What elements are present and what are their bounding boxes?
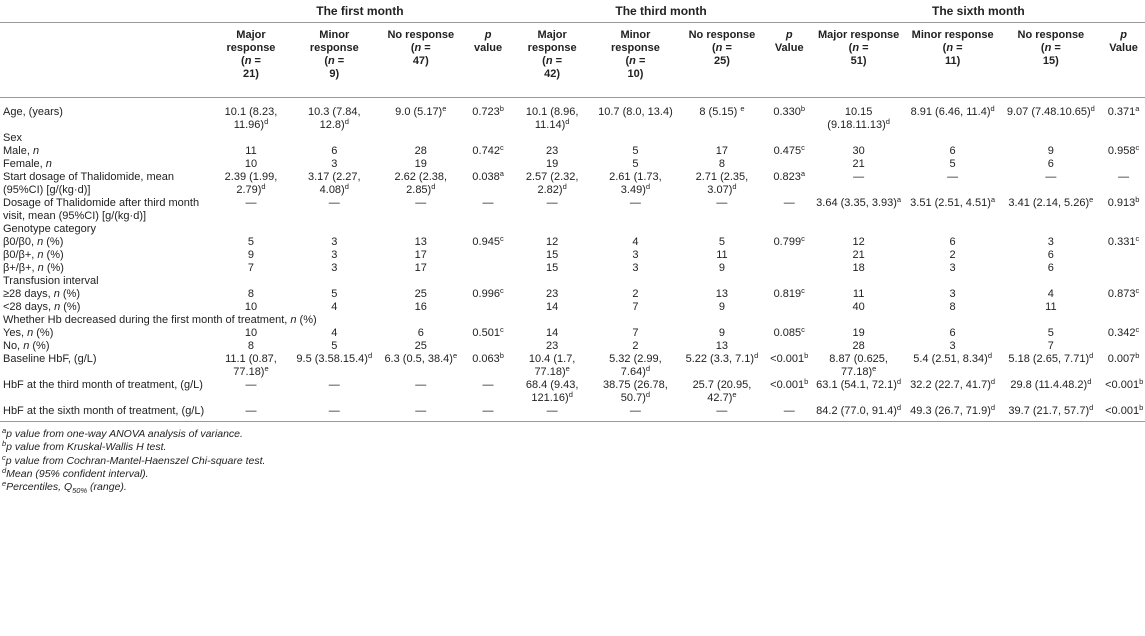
table-cell: 30 [852, 145, 865, 157]
table-cell: 6 [417, 327, 424, 339]
table-cell: 11 [716, 249, 728, 261]
table-cell: — [510, 405, 593, 422]
table-cell: 0.996$^c$ [472, 286, 504, 300]
table-cell: 8.87 (0.625, 77.18)$^e$ [829, 353, 888, 378]
table-cell: 9 [1047, 145, 1054, 157]
table-cell: 10.15 $(9.18.11.13)^d$ [827, 106, 890, 131]
table-cell: 23 [546, 145, 559, 157]
row-sex-heading [0, 132, 1145, 145]
table-cell: 4 [331, 301, 338, 313]
table-cell: 3 [632, 249, 639, 261]
row-label: Male, n [3, 145, 40, 157]
table-cell: 3 [949, 288, 956, 300]
footnotes [0, 428, 1145, 494]
table-cell: 5 [632, 145, 639, 157]
table-cell: 5 [1047, 327, 1054, 339]
col-m1-major: Major response (n = 21) [209, 23, 292, 98]
table-cell: 10 [244, 327, 258, 339]
table-cell: 3 [331, 158, 338, 170]
table-cell: 11 [852, 288, 865, 300]
table-cell: 8 [247, 288, 255, 300]
table-cell: 10.1 (8.96, 11.14)$^d$ [525, 106, 579, 131]
row-label: Start dosage of Thalidomide, mean (95%CI) [g/(kg·d)] [3, 171, 175, 196]
table-cell: — [376, 405, 466, 422]
footnote: $^c$p value from Cochran-Mantel-Haenszel Chi-square test. [2, 452, 266, 467]
table-cell [1102, 158, 1145, 171]
table-cell: 23 [546, 288, 559, 300]
row-hb-decreased-heading [0, 314, 1145, 327]
table-cell: 13 [715, 340, 729, 352]
table-cell: 0.945$^c$ [472, 234, 504, 248]
table-cell: 5.4 (2.51, 8.34)$^d$ [913, 351, 992, 365]
row-dosage-after-third-month [0, 197, 1145, 223]
table-cell: 38.75 (26.78, 50.7)$^d$ [603, 379, 668, 404]
table-cell: 0.331$^c$ [1107, 234, 1140, 248]
col-m1-minor: Minor response (n = 9) [293, 23, 376, 98]
col-m6-major: Major response (n = 51) [812, 23, 906, 98]
row-label: β+/β+, n (%) [3, 262, 64, 274]
table-cell: 0.342$^c$ [1107, 325, 1140, 339]
row-label: HbF at the third month of treatment, (g/L) [3, 379, 203, 391]
table-cell: 2 [632, 288, 639, 300]
table-cell: 4 [1047, 288, 1054, 300]
footnote: $^b$p value from Kruskal-Wallis H test. [2, 439, 167, 454]
col-m3-none: No response (n = 25) [677, 23, 767, 98]
table-cell [767, 249, 812, 262]
table-cell: 6 [1047, 262, 1054, 274]
table-cell: 9.07 $(7.48.10.65)^d$ [1006, 104, 1095, 118]
row-ge28-days [0, 288, 1145, 301]
table-cell: 7 [1047, 340, 1054, 352]
table-cell: 14 [546, 327, 559, 339]
table-cell: 3 [632, 262, 639, 274]
table-cell: <0.001$^b$ [770, 351, 809, 365]
table-cell: 63.1 (54.1, 72.1)$^d$ [816, 377, 902, 391]
table-cell: 7 [632, 301, 639, 313]
table-cell [1102, 249, 1145, 262]
table-cell: 17 [414, 249, 427, 261]
table-cell: 0.007$^b$ [1107, 351, 1140, 365]
table-cell: — [767, 405, 812, 422]
table-cell: 3.64 (3.35, 3.93)$^a$ [816, 195, 902, 209]
table-cell: — [328, 197, 340, 209]
table-cell: 5.18 (2.65, 7.71)$^d$ [1008, 351, 1094, 365]
table-body [0, 98, 1145, 422]
table-cell: — [677, 405, 767, 422]
table-cell: 17 [414, 262, 427, 274]
table-cell: 0.038$^a$ [472, 169, 504, 183]
table-cell: 3 [949, 340, 956, 352]
table-cell: 2.39 (1.99, 2.79)$^d$ [224, 171, 278, 196]
table-cell: 15 [546, 249, 559, 261]
table-cell: <0.001$^b$ [770, 377, 809, 391]
table-cell: 8 (5.15) $^e$ [699, 104, 745, 118]
table-cell: 10.1 (8.23, 11.96)$^d$ [224, 106, 278, 131]
row-male [0, 145, 1145, 158]
table-cell: 5.32 (2.99, 7.64)$^d$ [609, 353, 662, 378]
table-cell: 10.7 (8.0, 13.4) [598, 106, 673, 118]
table-cell: 12 [546, 236, 559, 248]
table-cell: — [482, 379, 494, 391]
row-label: β0/β0, n (%) [3, 236, 64, 248]
col-m3-p: p Value [767, 23, 812, 98]
table-cell: 3 [331, 249, 338, 261]
table-cell: 32.2 (22.7, 41.7)$^d$ [910, 377, 996, 391]
table-cell: 10 [244, 158, 258, 170]
table-cell: 49.3 (26.7, 71.9)$^d$ [906, 405, 1000, 422]
table-cell: — [415, 197, 427, 209]
table-cell: 12 [852, 236, 865, 248]
table-cell: 25 [414, 288, 427, 300]
table-cell: 0.913$^b$ [1107, 195, 1140, 209]
row-b0-bplus [0, 249, 1145, 262]
table-cell: 0.819$^c$ [773, 286, 805, 300]
table-cell: 9.5 $(3.58.15.4)^d$ [296, 351, 373, 365]
table-cell: 13 [715, 288, 729, 300]
table-cell: 23 [546, 340, 559, 352]
group-third-month: The third month [510, 0, 811, 23]
column-header-row [0, 23, 1145, 98]
table-cell: 3 [331, 262, 338, 274]
table-cell: 7 [247, 262, 255, 274]
row-label: β0/β+, n (%) [3, 249, 64, 261]
table-cell: 5.22 (3.3, 7.1)$^d$ [685, 351, 759, 365]
table-cell: 0.330$^b$ [773, 104, 806, 118]
group-first-month: The first month [209, 0, 510, 23]
table-cell [466, 249, 511, 262]
table-cell: — [716, 197, 728, 209]
table-cell: 3 [1047, 236, 1054, 248]
table-cell: 7 [632, 327, 639, 339]
table-cell: 4 [331, 327, 338, 339]
table-cell: 6 [949, 236, 956, 248]
table-cell: 9.0 $(5.17)^e$ [395, 104, 447, 118]
row-female [0, 158, 1145, 171]
row-hbf-third-month [0, 379, 1145, 405]
table-cell: 0.501$^c$ [472, 325, 504, 339]
table-cell: 39.7 (21.7, 57.7)$^d$ [1000, 405, 1103, 422]
table-cell: — [594, 405, 677, 422]
table-cell: 11 [1045, 301, 1057, 313]
col-m1-none: No response (n = 47) [376, 23, 466, 98]
row-age [0, 98, 1145, 133]
table-cell: 3.17 (2.27, 4.08)$^d$ [307, 171, 361, 196]
table-cell [466, 262, 511, 275]
table-cell: 5 [331, 340, 338, 352]
group-sixth-month: The sixth month [812, 0, 1145, 23]
table-cell: 16 [414, 301, 427, 313]
table-cell: — [245, 197, 257, 209]
table-cell: 8 [247, 340, 255, 352]
table-cell: 2.62 (2.38, 2.85)$^d$ [394, 171, 448, 196]
table-cell: 10.3 (7.84, 12.8)$^d$ [307, 106, 361, 131]
table-cell: 3.51 (2.51, 4.51)$^a$ [910, 195, 996, 209]
table-cell: 28 [414, 145, 427, 157]
table-cell: — [245, 379, 257, 391]
table-cell: 17 [715, 145, 729, 157]
row-label: Dosage of Thalidomide after third month visit, mean (95%CI) [g/(kg·d)] [3, 197, 200, 222]
table-cell: 0.873$^c$ [1107, 286, 1140, 300]
table-cell: 8 [718, 158, 725, 170]
row-baseline-hbf [0, 353, 1145, 379]
row-yes [0, 327, 1145, 340]
table-cell: 10 [244, 301, 258, 313]
row-lt28-days [0, 301, 1145, 314]
table-cell: 8.91 (6.46, 11.4)$^d$ [910, 104, 995, 118]
table-cell: 0.371$^a$ [1107, 104, 1140, 118]
table-cell: — [629, 197, 641, 209]
table-cell: 28 [852, 340, 865, 352]
table-cell: 5 [718, 236, 725, 248]
table-cell: 2.57 (2.32, 2.82)$^d$ [525, 171, 579, 196]
table-cell: 2.71 (2.35, 3.07)$^d$ [695, 171, 749, 196]
row-no [0, 340, 1145, 353]
table-cell: — [853, 171, 865, 183]
table-cell: 13 [414, 236, 427, 248]
table-cell: 9 [247, 249, 255, 261]
table-cell: 9 [718, 301, 725, 313]
table-cell: 3 [331, 236, 338, 248]
table-cell: 0.958$^c$ [1107, 143, 1140, 157]
table-cell: 0.742$^c$ [472, 143, 504, 157]
table-cell: 21 [852, 249, 865, 261]
table-cell [767, 262, 812, 275]
col-m3-major: Major response (n = 42) [510, 23, 593, 98]
table-cell: 5 [949, 158, 956, 170]
table-cell: 14 [546, 301, 559, 313]
table-cell: 0.823$^a$ [773, 169, 806, 183]
table-cell: 0.475$^c$ [773, 143, 805, 157]
row-label: Transfusion interval [3, 275, 99, 287]
row-label: <28 days, n (%) [3, 301, 81, 313]
col-m6-minor: Minor response (n = 11) [906, 23, 1000, 98]
table-cell: 25 [414, 340, 427, 352]
table-cell: 0.063$^b$ [472, 351, 504, 365]
table-cell: 6 [949, 145, 956, 157]
table-cell: 0.723$^b$ [472, 104, 504, 118]
table-cell: — [783, 197, 795, 209]
table-cell: 29.8 $(11.4.48.2)^d$ [1010, 377, 1092, 391]
row-label: Baseline HbF, (g/L) [3, 353, 97, 365]
table-cell: 5 [247, 236, 255, 248]
row-b0-b0 [0, 236, 1145, 249]
row-bplus-bplus [0, 262, 1145, 275]
table-cell: 19 [414, 158, 427, 170]
table-cell: <0.001$^b$ [1105, 377, 1144, 391]
table-cell: — [466, 405, 511, 422]
table-cell: — [328, 379, 340, 391]
table-cell: 11 [245, 145, 257, 157]
col-m3-minor: Minor response (n = 10) [594, 23, 677, 98]
table-cell: 40 [852, 301, 865, 313]
table-cell: 19 [546, 158, 559, 170]
table-cell: — [1118, 171, 1130, 183]
table-cell: 84.2 (77.0, 91.4)$^d$ [812, 405, 906, 422]
col-m1-p: p value [466, 23, 511, 98]
table-cell: 3.41 (2.14, 5.26)$^e$ [1008, 195, 1094, 209]
row-label: No, n (%) [3, 340, 50, 352]
table-cell: — [209, 405, 292, 422]
row-start-dosage [0, 171, 1145, 197]
row-label: Yes, n (%) [3, 327, 54, 339]
table-cell: — [947, 171, 959, 183]
row-label: Whether Hb decreased during the first month of treatment, n (%) [3, 314, 317, 326]
table-cell [767, 301, 812, 314]
table-cell: 68.4 (9.43, 121.16)$^d$ [525, 379, 579, 404]
table-cell: 25.7 (20.95, 42.7)$^e$ [692, 379, 752, 404]
table-cell: 6 [949, 327, 956, 339]
row-label: Sex [3, 132, 22, 144]
table-cell [1102, 262, 1145, 275]
col-m6-none: No response (n = 15) [1000, 23, 1103, 98]
footnote: $^d$Mean (95% confident interval). [2, 465, 149, 480]
table-cell: — [1045, 171, 1057, 183]
table-cell: 11.1 (0.87, 77.18)$^e$ [225, 353, 277, 378]
table-cell: 18 [852, 262, 865, 274]
table-cell: — [482, 197, 494, 209]
table-cell: 9 [718, 327, 725, 339]
row-transfusion-heading [0, 275, 1145, 288]
row-label: HbF at the sixth month of treatment, (g/L) [0, 405, 209, 422]
table-cell [1102, 301, 1145, 314]
table-cell: 9 [718, 262, 725, 274]
table-cell: 6.3 (0.5, 38.4)$^e$ [384, 351, 458, 365]
table-cell [466, 301, 511, 314]
table-cell: 0.799$^c$ [773, 234, 805, 248]
table-cell: 5 [632, 158, 639, 170]
table-cell: 3 [949, 262, 956, 274]
table-cell: — [546, 197, 558, 209]
footnote: $^a$p value from one-way ANOVA analysis of variance. [2, 426, 243, 440]
row-label: ≥28 days, n (%) [3, 288, 80, 300]
table-cell: 0.085$^c$ [773, 325, 805, 339]
table-cell: — [293, 405, 376, 422]
table-cell: 19 [852, 327, 865, 339]
table-cell: 2 [949, 249, 956, 261]
row-genotype-heading [0, 223, 1145, 236]
col-m6-p: p Value [1102, 23, 1145, 98]
group-header-row [0, 0, 1145, 23]
table-cell: 10.4 (1.7, 77.18)$^e$ [528, 353, 576, 378]
footnote: $^e$Percentiles, $Q_{50\%}$ (range). [2, 479, 127, 496]
row-hbf-sixth-month [0, 405, 1145, 422]
table-cell: 5 [331, 288, 338, 300]
row-label: Age, (years) [3, 106, 63, 118]
table-cell: 2.61 (1.73, 3.49)$^d$ [609, 171, 662, 196]
table-cell: 6 [1047, 158, 1054, 170]
row-label: Genotype category [3, 223, 96, 235]
row-label: Female, n [3, 158, 52, 170]
table-cell: 6 [331, 145, 338, 157]
table-cell: 6 [1047, 249, 1054, 261]
table-cell: — [415, 379, 427, 391]
table-cell: 15 [546, 262, 559, 274]
table-cell: 21 [852, 158, 865, 170]
table-cell: <0.001$^b$ [1102, 405, 1145, 422]
table-cell: 8 [949, 301, 956, 313]
table-cell: 2 [632, 340, 639, 352]
table-cell: 4 [632, 236, 639, 248]
